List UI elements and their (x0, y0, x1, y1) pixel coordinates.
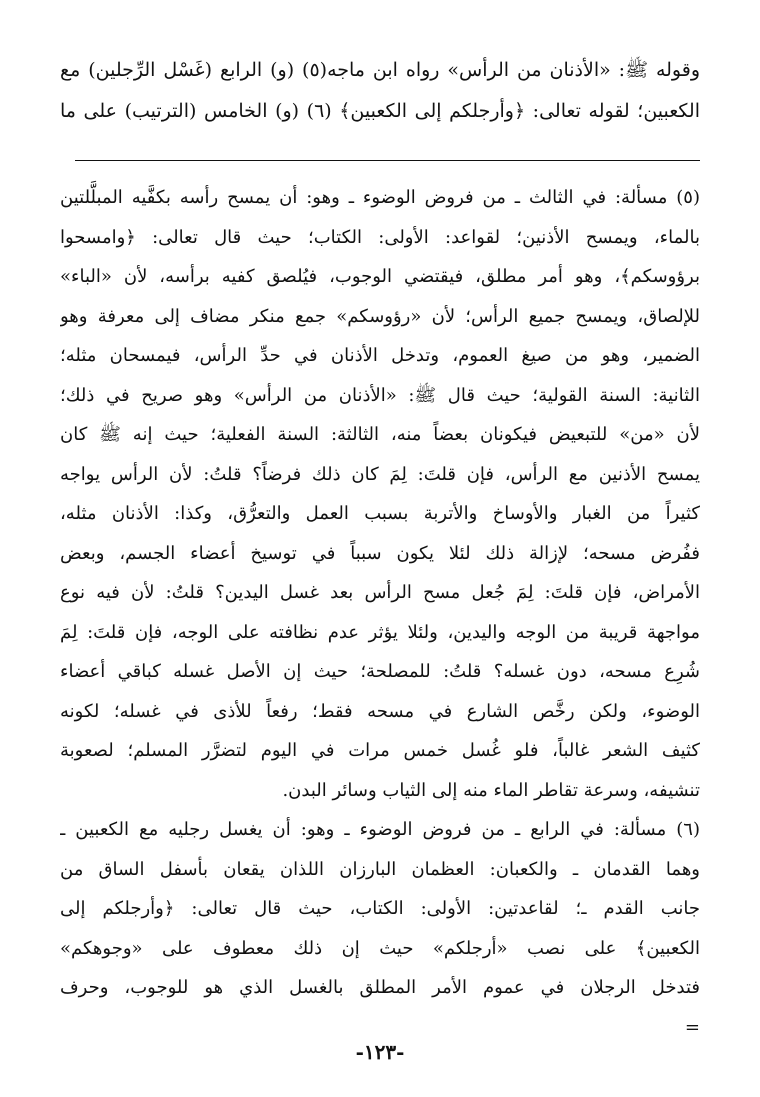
footnote-line: للإلصاق، ويمسح جميع الرأس؛ لأن «رؤوسكم» جمع منكر مضاف إلى معرفة وهو (60, 305, 700, 327)
footnote-line: الكعبين﴾ على نصب «أرجلكم» حيث إن ذلك معطوف على «وجوهكم» (60, 937, 700, 959)
main-text-line: الكعبين؛ لقوله تعالى: ﴿وأرجلكم إلى الكعبين﴾ (٦) (و) الخامس (الترتيب) على ما (60, 100, 700, 122)
footnote-line: لأن «من» للتبعيض فيكونان بعضاً منه، الثالثة: السنة الفعلية؛ حيث إنه ﷺ كان (60, 424, 700, 445)
footnote-line: كثيراً من الغبار والأوساخ والأتربة بسبب العمل والتعرُّق، وكذا: الأذنان مثله، (60, 503, 700, 524)
page-number: -١٢٣- (355, 1040, 405, 1064)
footnote-separator (75, 160, 700, 161)
footnote-line: ففُرض مسحه؛ لإزالة ذلك لئلا يكون سبباً في توسيخ أعضاء الجسم، وبعض (60, 542, 700, 564)
footnote-line: (٥) مسألة: في الثالث ـ من فروض الوضوء ـ وهو: أن يمسح رأسه بكفَّيه المبلَّلتين (60, 187, 700, 208)
footnote-line: الضمير، وهو من صيغ العموم، وتدخل الأذنان في حدِّ الرأس، فيمسحان مثله؛ (60, 345, 700, 366)
footnote-line: بالماء، ويمسح الأذنين؛ لقواعد: الأولى: الكتاب؛ حيث قال تعالى: ﴿وامسحوا (60, 226, 700, 248)
footnote-line: برؤوسكم﴾، وهو أمر مطلق، فيقتضي الوجوب، فيُلصق كفيه برأسه، لأن «الباء» (60, 266, 700, 287)
footnote-line: (٦) مسألة: في الرابع ـ من فروض الوضوء ـ وهو: أن يغسل رجليه مع الكعبين ـ (60, 819, 700, 840)
footnote-line: كثيف الشعر غالباً، فلو غُسل خمس مرات في اليوم لتضرَّر المسلم؛ لصعوبة (60, 740, 700, 761)
footnote-line: الوضوء، ولكن رخَّص الشارع في مسحه فقط؛ رفعاً للأذى في غسله؛ لكونه (60, 700, 700, 722)
footnote-line: الثانية: السنة القولية؛ حيث قال ﷺ: «الأذنان من الرأس» وهو صريح في ذلك؛ (60, 384, 700, 406)
footnote-line: مواجهة قريبة من الوجه واليدين، ولئلا يؤثر عدم نظافته على الوجه، فإن قلتَ: لِمَ (60, 621, 700, 643)
footnote-line: الأمراض، فإن قلتَ: لِمَ جُعل مسح الرأس بعد غسل اليدين؟ قلتُ: لأن فيه نوع (60, 582, 700, 603)
footnote-line: وهما القدمان ـ والكعبان: العظمان البارزان اللذان يقعان بأسفل الساق من (60, 858, 700, 880)
footnote-line: يمسح الأذنين مع الرأس، فإن قلتَ: لِمَ كان ذلك فرضاً؟ قلتُ: لأن الرأس يواجه (60, 463, 700, 485)
footnote-line: شُرِع مسحه، دون غسله؟ قلتُ: للمصلحة؛ حيث إن الأصل غسله كباقي أعضاء (60, 661, 700, 682)
footnotes-block (60, 178, 700, 1047)
footnote-line: فتدخل الرجلان في عموم الأمر المطلق بالغسل الذي هو للوجوب، وحرف (60, 977, 700, 998)
main-text-line: وقوله ﷺ: «الأذنان من الرأس» رواه ابن ماجه(٥) (و) الرابع (غَسْل الرِّجلين) مع (60, 59, 700, 81)
main-text-block (60, 50, 700, 132)
continuation-mark: = (684, 1016, 700, 1038)
footnote-line: تنشيفه، وسرعة تقاطر الماء منه إلى الثياب وسائر البدن. (282, 779, 700, 801)
footnote-line: جانب القدم ـ؛ لقاعدتين: الأولى: الكتاب، حيث قال تعالى: ﴿وأرجلكم إلى (60, 898, 700, 919)
